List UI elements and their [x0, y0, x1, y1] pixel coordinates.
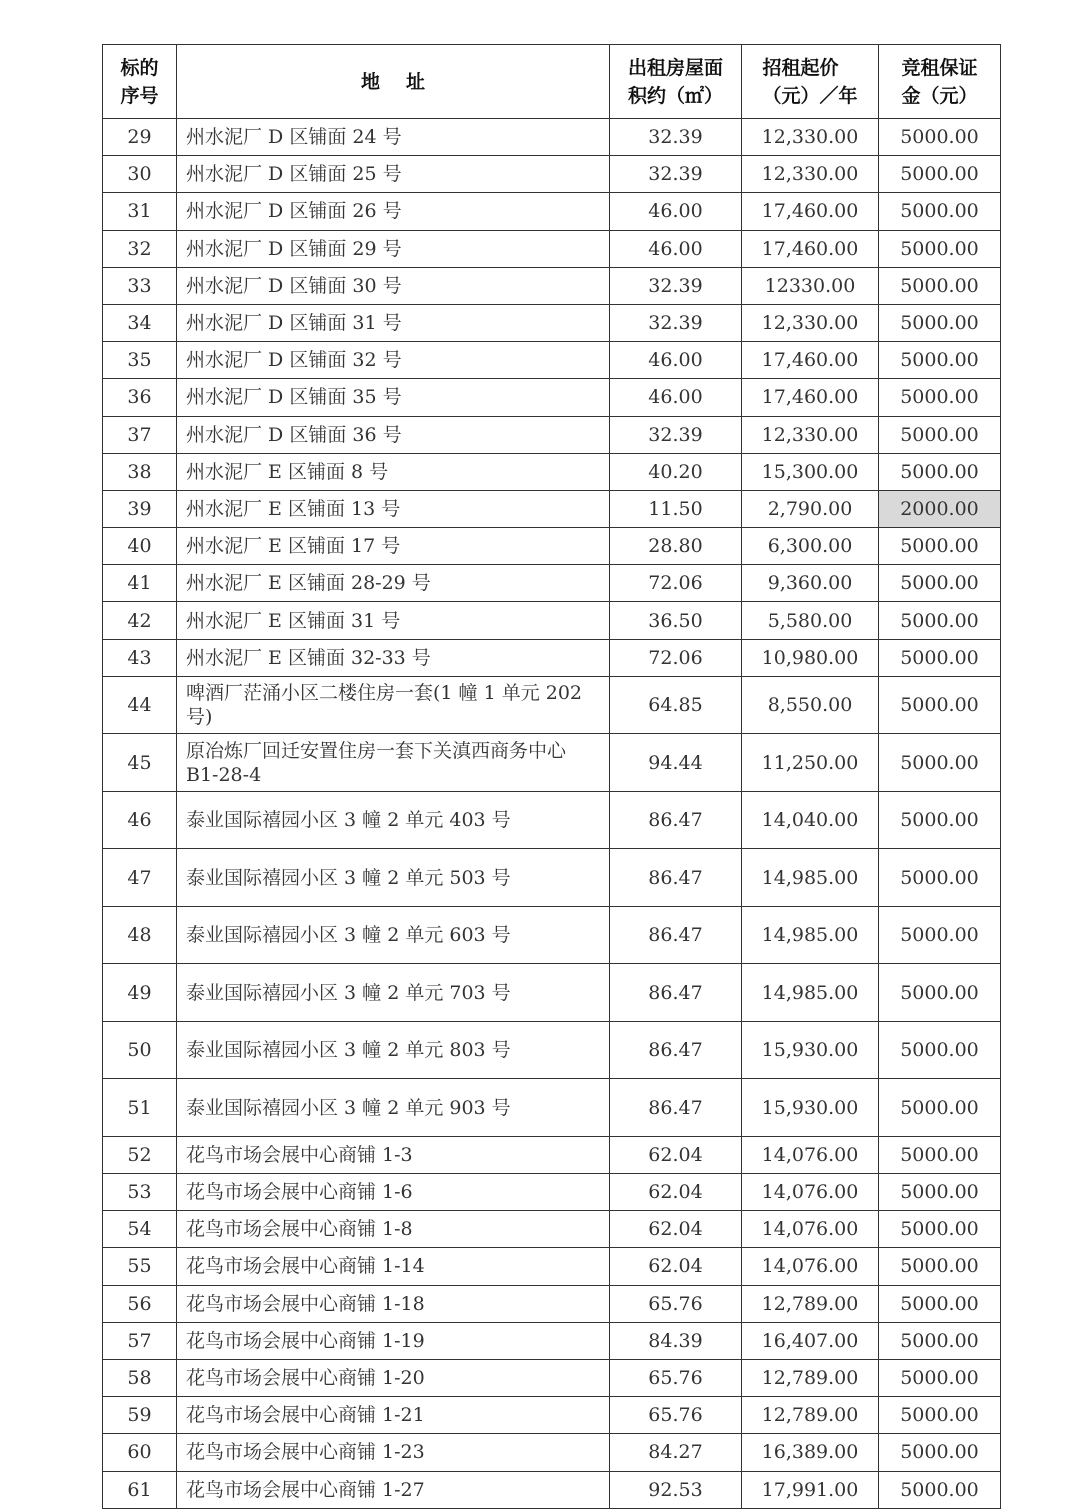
table-row — [103, 1079, 1001, 1137]
table-row — [103, 1021, 1001, 1079]
cell-deposit: 5000.00 — [879, 734, 1001, 792]
cell-starting-price: 12,789.00 — [742, 1397, 879, 1434]
cell-lot-number: 38 — [103, 453, 177, 490]
table-row — [103, 906, 1001, 964]
cell-starting-price: 15,930.00 — [742, 1021, 879, 1079]
cell-starting-price: 15,930.00 — [742, 1079, 879, 1137]
cell-area: 32.39 — [610, 304, 742, 341]
cell-area: 36.50 — [610, 602, 742, 639]
cell-area: 86.47 — [610, 849, 742, 907]
cell-deposit: 5000.00 — [879, 1434, 1001, 1471]
cell-address: 原冶炼厂回迁安置住房一套下关滇西商务中心 B1-28-4 — [177, 734, 610, 792]
table-row — [103, 528, 1001, 565]
cell-lot-number: 59 — [103, 1397, 177, 1434]
cell-lot-number: 37 — [103, 416, 177, 453]
cell-area: 84.39 — [610, 1322, 742, 1359]
cell-starting-price: 14,985.00 — [742, 849, 879, 907]
cell-starting-price: 9,360.00 — [742, 565, 879, 602]
cell-address: 州水泥厂 E 区铺面 8 号 — [177, 453, 610, 490]
cell-starting-price: 12,789.00 — [742, 1285, 879, 1322]
cell-address: 泰业国际禧园小区 3 幢 2 单元 703 号 — [177, 964, 610, 1022]
cell-area: 86.47 — [610, 964, 742, 1022]
cell-starting-price: 6,300.00 — [742, 528, 879, 565]
cell-lot-number: 47 — [103, 849, 177, 907]
cell-lot-number: 31 — [103, 193, 177, 230]
cell-starting-price: 14,076.00 — [742, 1174, 879, 1211]
cell-deposit: 2000.00 — [879, 490, 1001, 527]
cell-area: 65.76 — [610, 1397, 742, 1434]
cell-deposit: 5000.00 — [879, 1174, 1001, 1211]
cell-deposit: 5000.00 — [879, 906, 1001, 964]
cell-deposit: 5000.00 — [879, 304, 1001, 341]
cell-address: 州水泥厂 D 区铺面 35 号 — [177, 379, 610, 416]
table-row — [103, 676, 1001, 734]
cell-area: 32.39 — [610, 267, 742, 304]
cell-lot-number: 45 — [103, 734, 177, 792]
cell-starting-price: 11,250.00 — [742, 734, 879, 792]
cell-lot-number: 51 — [103, 1079, 177, 1137]
cell-area: 40.20 — [610, 453, 742, 490]
cell-area: 32.39 — [610, 119, 742, 156]
cell-lot-number: 56 — [103, 1285, 177, 1322]
cell-area: 86.47 — [610, 1079, 742, 1137]
header-area — [610, 45, 742, 119]
cell-area: 11.50 — [610, 490, 742, 527]
table-row — [103, 1322, 1001, 1359]
cell-area: 86.47 — [610, 906, 742, 964]
cell-address: 花鸟市场会展中心商铺 1-27 — [177, 1471, 610, 1508]
cell-starting-price: 12,330.00 — [742, 416, 879, 453]
table-row — [103, 267, 1001, 304]
cell-lot-number: 49 — [103, 964, 177, 1022]
cell-starting-price: 12,330.00 — [742, 156, 879, 193]
cell-deposit: 5000.00 — [879, 1079, 1001, 1137]
cell-address: 州水泥厂 E 区铺面 17 号 — [177, 528, 610, 565]
cell-area: 94.44 — [610, 734, 742, 792]
cell-address: 泰业国际禧园小区 3 幢 2 单元 903 号 — [177, 1079, 610, 1137]
cell-area: 65.76 — [610, 1285, 742, 1322]
header-price-line1: 招租起价 — [762, 56, 839, 79]
cell-starting-price: 15,300.00 — [742, 453, 879, 490]
cell-starting-price: 14,985.00 — [742, 906, 879, 964]
cell-starting-price: 17,460.00 — [742, 379, 879, 416]
header-lot-number-line1: 标的 — [120, 56, 159, 79]
cell-starting-price: 12,330.00 — [742, 119, 879, 156]
rental-listing-table — [102, 44, 1001, 1509]
cell-lot-number: 52 — [103, 1136, 177, 1173]
cell-area: 32.39 — [610, 416, 742, 453]
cell-lot-number: 30 — [103, 156, 177, 193]
cell-deposit: 5000.00 — [879, 193, 1001, 230]
cell-deposit: 5000.00 — [879, 1285, 1001, 1322]
cell-deposit: 5000.00 — [879, 453, 1001, 490]
cell-lot-number: 58 — [103, 1359, 177, 1396]
cell-starting-price: 17,460.00 — [742, 230, 879, 267]
header-price-line2: （元）／年 — [762, 84, 858, 107]
cell-starting-price: 12330.00 — [742, 267, 879, 304]
cell-deposit: 5000.00 — [879, 1322, 1001, 1359]
cell-deposit: 5000.00 — [879, 602, 1001, 639]
cell-address: 州水泥厂 D 区铺面 29 号 — [177, 230, 610, 267]
cell-starting-price: 16,407.00 — [742, 1322, 879, 1359]
table-row — [103, 849, 1001, 907]
cell-lot-number: 54 — [103, 1211, 177, 1248]
table-row — [103, 1136, 1001, 1173]
cell-deposit: 5000.00 — [879, 1211, 1001, 1248]
table-row — [103, 193, 1001, 230]
cell-deposit: 5000.00 — [879, 1397, 1001, 1434]
cell-address: 州水泥厂 D 区铺面 25 号 — [177, 156, 610, 193]
cell-area: 28.80 — [610, 528, 742, 565]
cell-deposit: 5000.00 — [879, 1359, 1001, 1396]
table-row — [103, 119, 1001, 156]
table-row — [103, 565, 1001, 602]
cell-address: 州水泥厂 D 区铺面 30 号 — [177, 267, 610, 304]
cell-deposit: 5000.00 — [879, 639, 1001, 676]
cell-area: 86.47 — [610, 791, 742, 849]
table-row — [103, 156, 1001, 193]
cell-deposit: 5000.00 — [879, 267, 1001, 304]
cell-area: 62.04 — [610, 1174, 742, 1211]
cell-address: 州水泥厂 D 区铺面 31 号 — [177, 304, 610, 341]
table-row — [103, 342, 1001, 379]
cell-lot-number: 55 — [103, 1248, 177, 1285]
table-row — [103, 1174, 1001, 1211]
cell-area: 72.06 — [610, 639, 742, 676]
cell-lot-number: 61 — [103, 1471, 177, 1508]
cell-lot-number: 53 — [103, 1174, 177, 1211]
table-row — [103, 1471, 1001, 1508]
cell-address: 泰业国际禧园小区 3 幢 2 单元 803 号 — [177, 1021, 610, 1079]
cell-lot-number: 42 — [103, 602, 177, 639]
header-deposit-line1: 竞租保证 — [901, 56, 978, 79]
cell-starting-price: 8,550.00 — [742, 676, 879, 734]
cell-address: 泰业国际禧园小区 3 幢 2 单元 503 号 — [177, 849, 610, 907]
cell-deposit: 5000.00 — [879, 964, 1001, 1022]
cell-address: 花鸟市场会展中心商铺 1-6 — [177, 1174, 610, 1211]
cell-lot-number: 57 — [103, 1322, 177, 1359]
cell-starting-price: 2,790.00 — [742, 490, 879, 527]
cell-address: 花鸟市场会展中心商铺 1-18 — [177, 1285, 610, 1322]
table-row — [103, 602, 1001, 639]
cell-area: 46.00 — [610, 193, 742, 230]
cell-starting-price: 14,076.00 — [742, 1136, 879, 1173]
cell-lot-number: 46 — [103, 791, 177, 849]
cell-starting-price: 14,076.00 — [742, 1248, 879, 1285]
cell-area: 46.00 — [610, 379, 742, 416]
table-header-row — [103, 45, 1001, 119]
cell-deposit: 5000.00 — [879, 676, 1001, 734]
cell-address: 花鸟市场会展中心商铺 1-8 — [177, 1211, 610, 1248]
cell-lot-number: 39 — [103, 490, 177, 527]
cell-lot-number: 41 — [103, 565, 177, 602]
cell-starting-price: 17,991.00 — [742, 1471, 879, 1508]
cell-address: 州水泥厂 D 区铺面 26 号 — [177, 193, 610, 230]
cell-starting-price: 12,789.00 — [742, 1359, 879, 1396]
header-address — [177, 45, 610, 119]
cell-address: 州水泥厂 D 区铺面 36 号 — [177, 416, 610, 453]
rental-listing-table-wrapper — [102, 44, 1000, 1509]
table-row — [103, 1248, 1001, 1285]
cell-lot-number: 60 — [103, 1434, 177, 1471]
cell-deposit: 5000.00 — [879, 1248, 1001, 1285]
cell-address: 州水泥厂 E 区铺面 32-33 号 — [177, 639, 610, 676]
cell-lot-number: 40 — [103, 528, 177, 565]
table-row — [103, 791, 1001, 849]
cell-starting-price: 17,460.00 — [742, 193, 879, 230]
cell-address: 州水泥厂 E 区铺面 28-29 号 — [177, 565, 610, 602]
cell-address: 泰业国际禧园小区 3 幢 2 单元 403 号 — [177, 791, 610, 849]
cell-lot-number: 44 — [103, 676, 177, 734]
cell-starting-price: 17,460.00 — [742, 342, 879, 379]
cell-lot-number: 34 — [103, 304, 177, 341]
cell-deposit: 5000.00 — [879, 791, 1001, 849]
cell-lot-number: 36 — [103, 379, 177, 416]
cell-address: 花鸟市场会展中心商铺 1-23 — [177, 1434, 610, 1471]
cell-area: 64.85 — [610, 676, 742, 734]
cell-area: 32.39 — [610, 156, 742, 193]
cell-starting-price: 5,580.00 — [742, 602, 879, 639]
cell-starting-price: 14,040.00 — [742, 791, 879, 849]
cell-area: 62.04 — [610, 1248, 742, 1285]
cell-deposit: 5000.00 — [879, 1471, 1001, 1508]
cell-area: 62.04 — [610, 1136, 742, 1173]
cell-lot-number: 33 — [103, 267, 177, 304]
cell-area: 72.06 — [610, 565, 742, 602]
cell-area: 86.47 — [610, 1021, 742, 1079]
cell-address: 泰业国际禧园小区 3 幢 2 单元 603 号 — [177, 906, 610, 964]
header-deposit-line2: 金（元） — [901, 84, 978, 107]
cell-starting-price: 14,985.00 — [742, 964, 879, 1022]
header-lot-number-line2: 序号 — [120, 84, 159, 107]
cell-address: 州水泥厂 D 区铺面 24 号 — [177, 119, 610, 156]
cell-starting-price: 12,330.00 — [742, 304, 879, 341]
cell-lot-number: 48 — [103, 906, 177, 964]
cell-lot-number: 32 — [103, 230, 177, 267]
table-row — [103, 379, 1001, 416]
table-row — [103, 639, 1001, 676]
cell-address: 州水泥厂 D 区铺面 32 号 — [177, 342, 610, 379]
cell-address: 州水泥厂 E 区铺面 13 号 — [177, 490, 610, 527]
cell-area: 92.53 — [610, 1471, 742, 1508]
header-starting-price — [742, 45, 879, 119]
cell-starting-price: 14,076.00 — [742, 1211, 879, 1248]
table-row — [103, 230, 1001, 267]
cell-deposit: 5000.00 — [879, 342, 1001, 379]
header-lot-number — [103, 45, 177, 119]
table-row — [103, 416, 1001, 453]
header-area-line2: 积约（㎡） — [627, 84, 723, 107]
cell-deposit: 5000.00 — [879, 565, 1001, 602]
cell-deposit: 5000.00 — [879, 1136, 1001, 1173]
cell-lot-number: 29 — [103, 119, 177, 156]
cell-address: 州水泥厂 E 区铺面 31 号 — [177, 602, 610, 639]
cell-starting-price: 16,389.00 — [742, 1434, 879, 1471]
cell-deposit: 5000.00 — [879, 528, 1001, 565]
cell-starting-price: 10,980.00 — [742, 639, 879, 676]
table-row — [103, 1359, 1001, 1396]
cell-address: 啤酒厂茫涌小区二楼住房一套(1 幢 1 单元 202 号) — [177, 676, 610, 734]
table-row — [103, 1285, 1001, 1322]
cell-address: 花鸟市场会展中心商铺 1-20 — [177, 1359, 610, 1396]
cell-deposit: 5000.00 — [879, 119, 1001, 156]
cell-address: 花鸟市场会展中心商铺 1-14 — [177, 1248, 610, 1285]
cell-deposit: 5000.00 — [879, 416, 1001, 453]
table-row — [103, 1397, 1001, 1434]
cell-deposit: 5000.00 — [879, 230, 1001, 267]
cell-deposit: 5000.00 — [879, 379, 1001, 416]
cell-lot-number: 43 — [103, 639, 177, 676]
cell-deposit: 5000.00 — [879, 849, 1001, 907]
table-row — [103, 304, 1001, 341]
cell-address: 花鸟市场会展中心商铺 1-19 — [177, 1322, 610, 1359]
header-deposit — [879, 45, 1001, 119]
cell-lot-number: 50 — [103, 1021, 177, 1079]
table-body — [103, 119, 1001, 1509]
header-area-line1: 出租房屋面 — [627, 56, 723, 79]
table-row — [103, 964, 1001, 1022]
cell-lot-number: 35 — [103, 342, 177, 379]
header-address-label: 地址 — [360, 70, 451, 93]
table-row — [103, 1434, 1001, 1471]
cell-area: 62.04 — [610, 1211, 742, 1248]
cell-deposit: 5000.00 — [879, 1021, 1001, 1079]
cell-area: 46.00 — [610, 342, 742, 379]
cell-deposit: 5000.00 — [879, 156, 1001, 193]
cell-area: 46.00 — [610, 230, 742, 267]
cell-area: 84.27 — [610, 1434, 742, 1471]
table-row — [103, 734, 1001, 792]
cell-address: 花鸟市场会展中心商铺 1-3 — [177, 1136, 610, 1173]
table-row — [103, 1211, 1001, 1248]
cell-area: 65.76 — [610, 1359, 742, 1396]
cell-address: 花鸟市场会展中心商铺 1-21 — [177, 1397, 610, 1434]
table-row — [103, 490, 1001, 527]
table-row — [103, 453, 1001, 490]
